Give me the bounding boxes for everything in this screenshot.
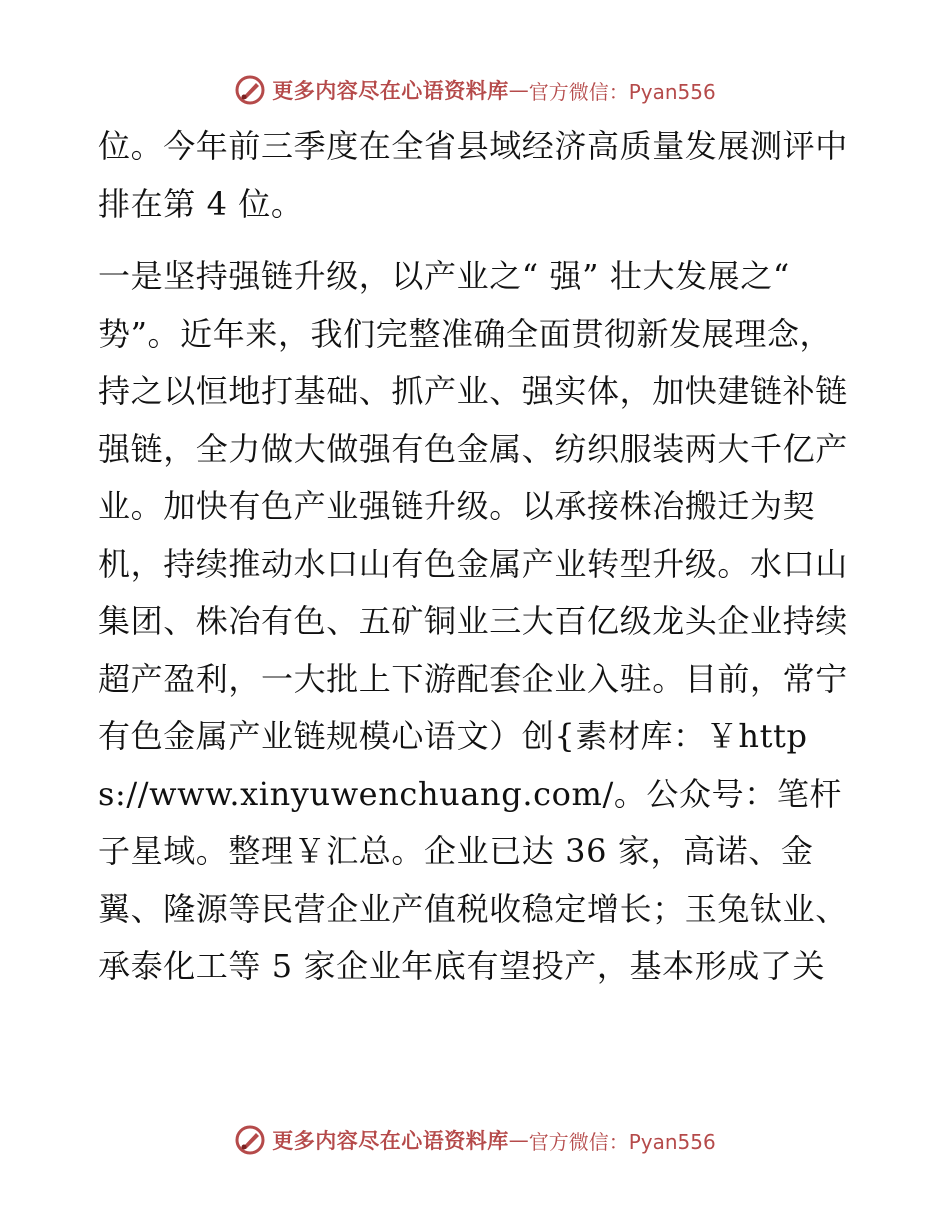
banner-brand-text: 更多内容尽在心语资料库 xyxy=(272,1129,509,1153)
banner-contact-text: 官方微信：Pyan556 xyxy=(528,1129,716,1154)
footer-banner xyxy=(0,1120,950,1160)
brush-seal-icon xyxy=(234,74,266,106)
banner-brand-text: 更多内容尽在心语资料库 xyxy=(272,79,509,103)
brush-seal-icon xyxy=(234,1124,266,1156)
document-body xyxy=(98,118,850,996)
banner-contact-text: 官方微信：Pyan556 xyxy=(528,79,716,104)
header-banner xyxy=(0,70,950,110)
banner-separator: — xyxy=(508,78,529,102)
paragraph-strong-chain: 一是坚持强链升级，以产业之“ 强” 壮大发展之“ 势”。近年来，我们完整准确全面贯彻新发展理念，持之以恒地打基础、抓产业、强实体，加快建链补链强链，全力做大做强有色金属、纺织服装两大千亿产业。加快有色产业强链升级。以承接株冶搬迁为契机，持续推动水口山有色金属产业转型升级。水口山集团、株冶有色、五矿铜业三大百亿级龙头企业持续超产盈利，一大批上下游配套企业入驻。目前，常宁有色金属产业链规模心语文）创{素材库：￥https://www.xinyuwenchuang.com/。公众号：笔杆子星域。整理￥汇总。企业已达 36 家，高诺、金翼、隆源等民营企业产值税收稳定增长；玉兔钛业、承泰化工等 5 家企业年底有望投产，基本形成了关 xyxy=(98,257,848,985)
paragraph-continuation: 位。今年前三季度在全省县域经济高质量发展测评中排在第 4 位。 xyxy=(98,127,848,223)
banner-separator: — xyxy=(508,1128,529,1152)
